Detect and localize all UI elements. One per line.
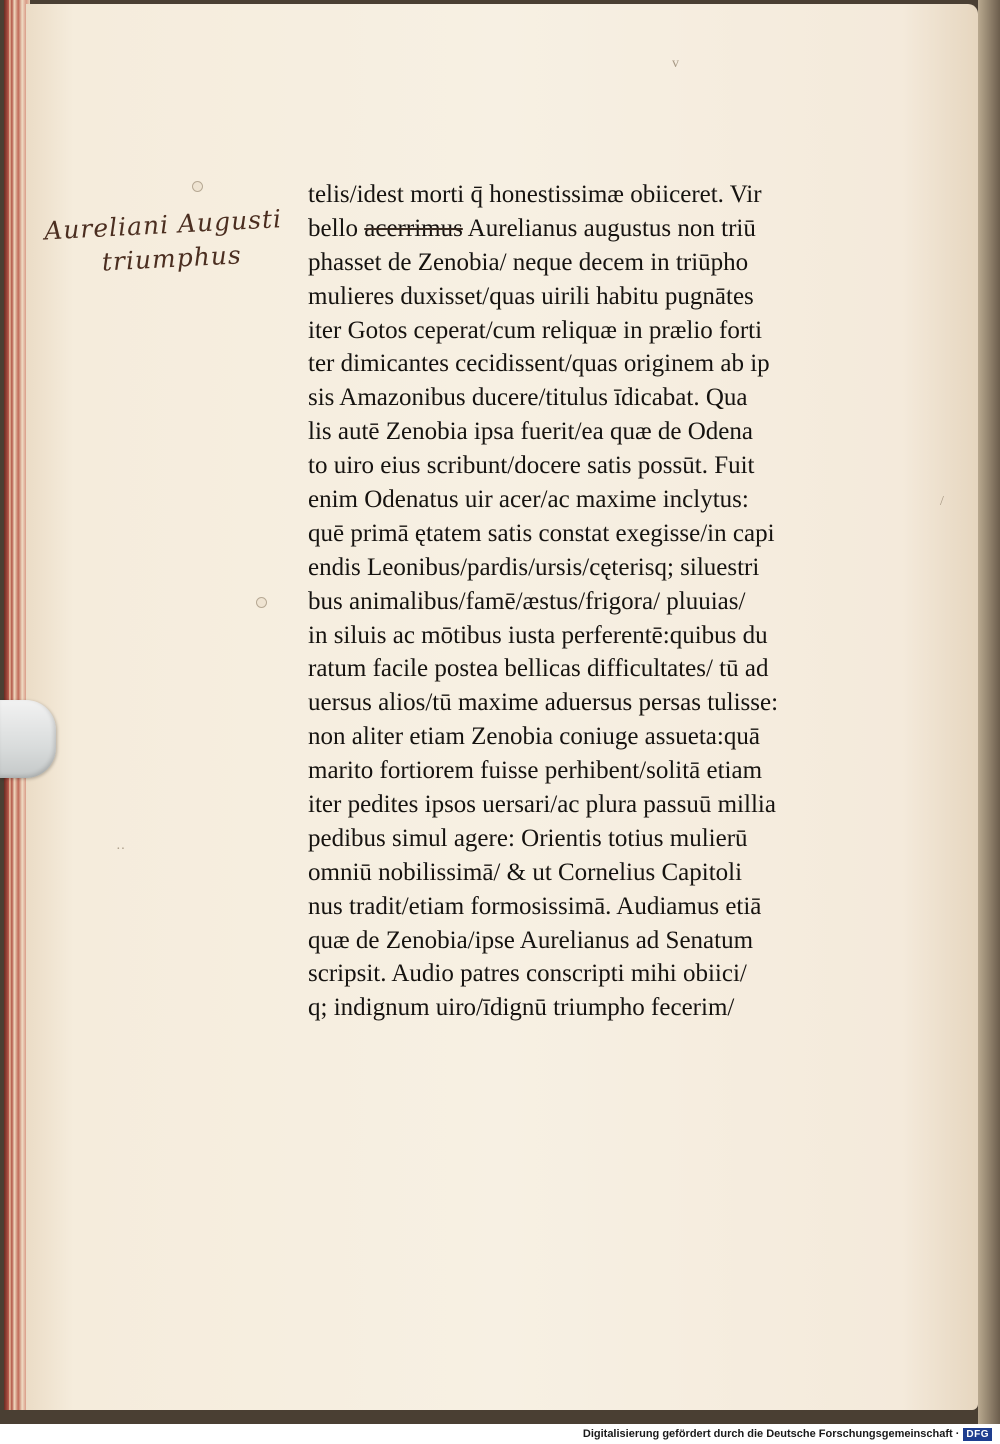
page-mark: / xyxy=(940,494,944,509)
text-segment: Aurelianus augustus non triū xyxy=(462,214,756,242)
text-line: q; indignum uiro/īdignū triumpho fecerim/ xyxy=(308,994,735,1022)
text-line: non aliter etiam Zenobia coniuge assueta:quā xyxy=(308,723,760,751)
pin-hole xyxy=(256,597,267,608)
pin-hole xyxy=(192,181,203,192)
text-line: scripsit. Audio patres conscripti mihi obiici/ xyxy=(308,960,747,988)
footer-credit xyxy=(0,1424,1000,1444)
text-line: iter pedites ipsos uersari/ac plura passuū millia xyxy=(308,791,776,819)
text-line: iter Gotos ceperat/cum reliquæ in prælio forti xyxy=(308,316,763,344)
marginal-note-line: triumphus xyxy=(101,240,243,277)
text-line: omniū nobilissimā/ & ut Cornelius Capitoli xyxy=(308,858,743,886)
footer-text: Digitalisierung gefördert durch die Deutsche Forschungsgemeinschaft · xyxy=(582,1428,960,1440)
text-line: marito fortiorem fuisse perhibent/solitā etiam xyxy=(308,757,763,785)
page-mark: v xyxy=(672,56,679,71)
text-line: to uiro eius scribunt/docere satis possūt. Fuit xyxy=(308,452,755,480)
printed-text-block xyxy=(308,178,858,1025)
text-line: enim Odenatus uir acer/ac maxime inclytus: xyxy=(308,486,749,514)
text-line: telis/idest morti q̄ honestissimæ obiiceret. Vir xyxy=(308,181,762,208)
bookmark-clip xyxy=(0,700,56,778)
text-line: bus animalibus/famē/æstus/frigora/ pluuias/ xyxy=(308,587,746,615)
text-line: in siluis ac mōtibus iusta perferentē:quibus du xyxy=(308,621,768,649)
page-mark: ·· xyxy=(116,842,126,857)
text-line: ter dimicantes cecidissent/quas originem ab ip xyxy=(308,350,770,378)
text-line: pedibus simul agere: Orientis totius mulierū xyxy=(308,824,748,852)
text-line-struck xyxy=(308,212,858,246)
text-line: quæ de Zenobia/ipse Aurelianus ad Senatum xyxy=(308,926,754,954)
text-line: quē primā ętatem satis constat exegisse/in capi xyxy=(308,519,775,547)
text-line: ratum facile postea bellicas difficultates/ tū ad xyxy=(308,655,769,683)
text-line: lis autē Zenobia ipsa fuerit/ea quæ de Odena xyxy=(308,418,753,446)
marginal-note-line: Aureliani Augusti xyxy=(43,204,283,246)
text-line: mulieres duxisset/quas uirili habitu pugnātes xyxy=(308,282,754,310)
dfg-logo: DFG xyxy=(963,1428,992,1441)
binding-shadow xyxy=(978,0,1000,1424)
text-segment: bello xyxy=(308,214,365,242)
text-line: uersus alios/tū maxime aduersus persas tulisse: xyxy=(308,689,779,717)
text-line: phasset de Zenobia/ neque decem in triūpho xyxy=(308,248,749,276)
text-line: sis Amazonibus ducere/titulus īdicabat. Qua xyxy=(308,384,748,412)
text-line: endis Leonibus/pardis/ursis/cęterisq; siluestri xyxy=(308,553,760,581)
struck-word: acerrimus xyxy=(364,214,463,242)
marginal-handwritten-note xyxy=(43,202,296,283)
text-line: nus tradit/etiam formosissimā. Audiamus etiā xyxy=(308,892,762,920)
